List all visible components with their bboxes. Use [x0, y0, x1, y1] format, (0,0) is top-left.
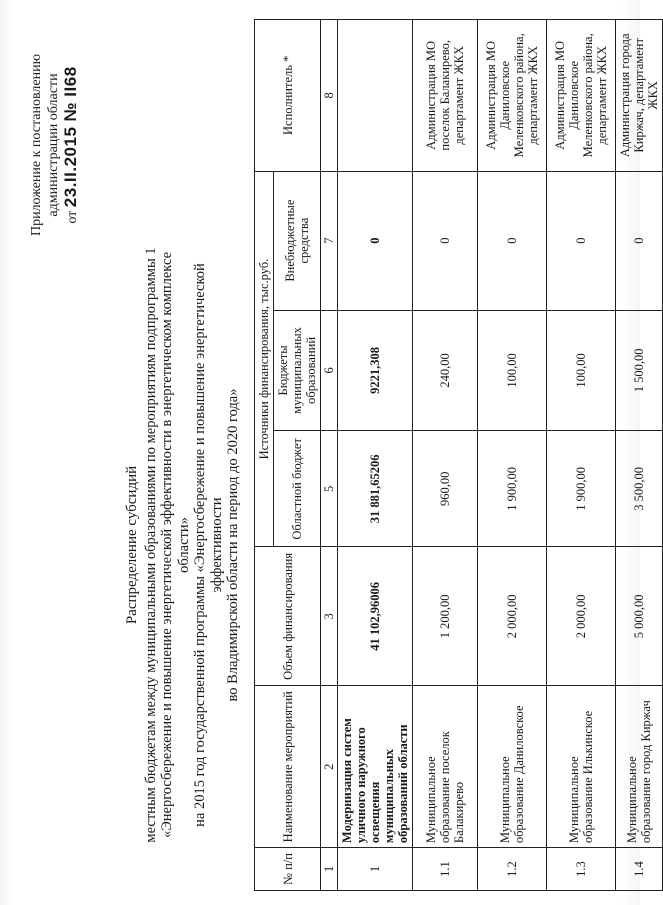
approval-line-1: Приложение к постановлению	[29, 53, 44, 237]
title-line-5: во Владимирской области на период до 2020 года»	[225, 388, 241, 702]
row-regional: 3 500,00	[616, 431, 663, 547]
row-extra: 0	[616, 171, 663, 310]
header-sources: Источники финансирования, тыс.руб.	[255, 171, 274, 547]
title-line-4: на 2015 год государственной программы «Энергосбережение и повышение энергетической эффективности	[192, 263, 225, 827]
row-municipal: 100,00	[478, 310, 547, 431]
row-name: Муниципальное образование Илькинское	[547, 686, 616, 848]
approval-stamp-block	[28, 25, 81, 265]
row-extra: 0	[338, 171, 413, 310]
header-num: № п/п	[255, 848, 321, 891]
header-executor: Исполнитель *	[255, 20, 321, 172]
row-volume: 41 102,96006	[338, 547, 413, 686]
table-row	[338, 20, 413, 891]
row-name: Муниципальное образование Даниловское	[478, 686, 547, 848]
row-regional: 1 900,00	[478, 431, 547, 547]
row-executor: Администрация МО Даниловское Меленковского района, департамент ЖКХ	[547, 20, 616, 172]
table-header-row-1	[255, 20, 274, 891]
row-num: 1.2	[478, 848, 547, 891]
row-num: 1.1	[413, 848, 478, 891]
title-main: Распределение субсидий	[124, 465, 140, 625]
document-title	[124, 225, 242, 865]
row-executor: Администрация МО Даниловское Меленковского района, департамент ЖКХ	[478, 20, 547, 172]
approval-date-prefix: от	[65, 210, 80, 224]
row-executor	[338, 20, 413, 172]
header-extra: Внебюджетные средства	[274, 171, 321, 310]
title-line-3: «Энергосбережение и повышение энергетической эффективности в энергетическом комплексе области»	[159, 251, 192, 839]
row-municipal: 9221,308	[338, 310, 413, 431]
colnum-1: 1	[321, 848, 338, 891]
row-extra: 0	[413, 171, 478, 310]
table-row	[616, 20, 663, 891]
row-extra: 0	[478, 171, 547, 310]
table-row	[547, 20, 616, 891]
colnum-3: 3	[321, 547, 338, 686]
header-volume: Объем финансирования	[255, 547, 321, 686]
colnum-6: 6	[321, 310, 338, 431]
title-line-2: местным бюджетам между муниципальными образованиями по мероприятиям подпрограммы 1	[142, 247, 159, 843]
row-executor: Администрация города Киржач, департамент ЖКХ	[616, 20, 663, 172]
table-row	[478, 20, 547, 891]
table-row	[413, 20, 478, 891]
colnum-7: 7	[321, 171, 338, 310]
row-name: Муниципальное образование город Киржач	[616, 686, 663, 848]
colnum-5: 5	[321, 431, 338, 547]
row-volume: 5 000,00	[616, 547, 663, 686]
row-num: 1.3	[547, 848, 616, 891]
row-volume: 2 000,00	[478, 547, 547, 686]
row-extra: 0	[547, 171, 616, 310]
header-municipal: Бюджеты муниципальных образований	[274, 310, 321, 431]
approval-date	[62, 25, 81, 265]
row-municipal: 100,00	[547, 310, 616, 431]
row-num: 1	[338, 848, 413, 891]
colnum-8: 8	[321, 20, 338, 172]
header-regional: Областной бюджет	[274, 431, 321, 547]
row-name: Муниципальное образование поселок Балакирево	[413, 686, 478, 848]
subsidy-distribution-table	[254, 19, 663, 891]
row-regional: 1 900,00	[547, 431, 616, 547]
row-volume: 1 200,00	[413, 547, 478, 686]
row-municipal: 240,00	[413, 310, 478, 431]
row-municipal: 1 500,00	[616, 310, 663, 431]
row-regional: 31 881,65206	[338, 431, 413, 547]
row-executor: Администрация МО поселок Балакирево, департамент ЖКХ	[413, 20, 478, 172]
row-regional: 960,00	[413, 431, 478, 547]
approval-line-2: администрации области	[46, 73, 61, 217]
colnum-2: 2	[321, 686, 338, 848]
table-column-numbers-row	[321, 20, 338, 891]
header-name: Наименование мероприятий	[255, 686, 321, 848]
approval-date-number: 23.II.2015 № II68	[61, 66, 80, 208]
row-num: 1.4	[616, 848, 663, 891]
row-volume: 2 000,00	[547, 547, 616, 686]
row-name: Модернизация систем уличного наружного освещения муниципальных образований области	[338, 686, 413, 848]
